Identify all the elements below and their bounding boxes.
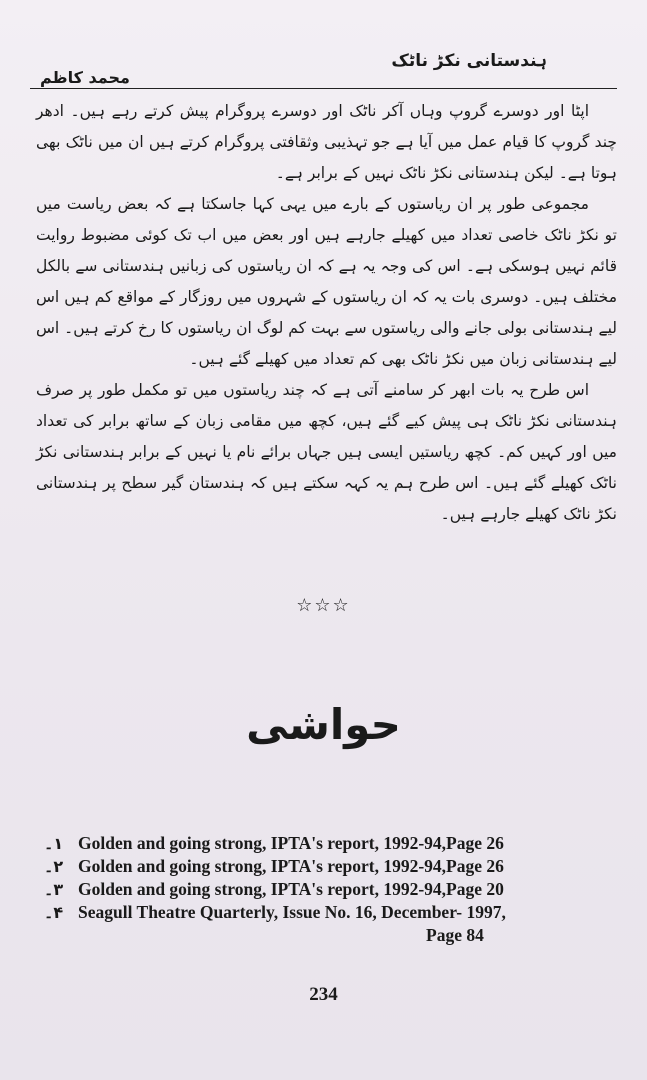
notes-heading: حواشی — [246, 700, 401, 749]
author-name: محمد کاظم — [40, 68, 130, 87]
note-text: Golden and going strong, IPTA's report, 1992-94,Page 20 — [78, 879, 504, 899]
running-head — [40, 44, 607, 87]
notes-list — [44, 832, 607, 947]
note-item — [44, 901, 607, 924]
page-number: 234 — [309, 984, 338, 1005]
body-text — [36, 96, 617, 530]
note-number: ۱۔ — [44, 834, 64, 853]
note-text: Golden and going strong, IPTA's report, 1992-94,Page 26 — [78, 856, 504, 876]
note-continuation: Page 84 — [426, 925, 484, 945]
note-number: ۴۔ — [44, 903, 64, 922]
book-title: ہندستانی نکڑ ناٹک — [391, 51, 547, 71]
note-text: Golden and going strong, IPTA's report, 1992-94,Page 26 — [78, 833, 504, 853]
note-item — [44, 878, 607, 901]
section-separator: ☆☆☆ — [296, 595, 351, 616]
paragraph: مجموعی طور پر ان ریاستوں کے بارے میں یہی کہا جاسکتا ہے کہ بعض ریاست میں تو نکڑ ناٹک خاصی تعداد میں کھیلے جارہے ہیں اور بعض میں اب تک کوئی مضبوط روایت قائم نہیں ہوسکی ہے۔ اس کی وجہ یہ ہے کہ ان ریاستوں کی زبانیں ہندستانی سے بالکل مختلف ہیں۔ دوسری بات یہ کہ ان ریاستوں کے شہروں میں روزگار کے مواقع کم ہیں اس لیے ہندستانی بولی جانے والی ریاستوں سے بہت کم لوگ ان ریاستوں کا رخ کرتے ہیں۔ اس لیے ہندستانی زبان میں نکڑ ناٹک بھی کم تعداد میں کھیلے گئے ہیں۔ — [36, 195, 617, 368]
note-number: ۳۔ — [44, 880, 64, 899]
note-item — [44, 832, 607, 855]
note-item — [44, 855, 607, 878]
note-number: ۲۔ — [44, 857, 64, 876]
header-divider — [30, 88, 617, 89]
paragraph: اس طرح یہ بات ابھر کر سامنے آتی ہے کہ چند ریاستوں میں تو مکمل طور پر صرف ہندستانی نکڑ ناٹک ہی پیش کیے گئے ہیں، کچھ میں مقامی زبان کے ساتھ برابر کی تعداد میں اور کہیں کم۔ کچھ ریاستیں ایسی ہیں جہاں برائے نام یا نہیں کے برابر ہندستانی نکڑ ناٹک کھیلے گئے ہیں۔ اس طرح ہم یہ کہہ سکتے ہیں کہ ہندستان گیر سطح پر ہندستانی نکڑ ناٹک کھیلے جارہے ہیں۔ — [36, 381, 617, 523]
paragraph: اپٹا اور دوسرے گروپ وہاں آکر ناٹک اور دوسرے پروگرام پیش کرتے رہے ہیں۔ ادھر چند گروپ کا قیام عمل میں آیا ہے جو تہذیبی وثقافتی پروگرام کرتے ہیں ان میں ناٹک بھی ہوتا ہے۔ لیکن ہندستانی نکڑ ناٹک نہیں کے برابر ہے۔ — [36, 102, 617, 182]
note-text: Seagull Theatre Quarterly, Issue No. 16, December- 1997, — [78, 902, 506, 922]
